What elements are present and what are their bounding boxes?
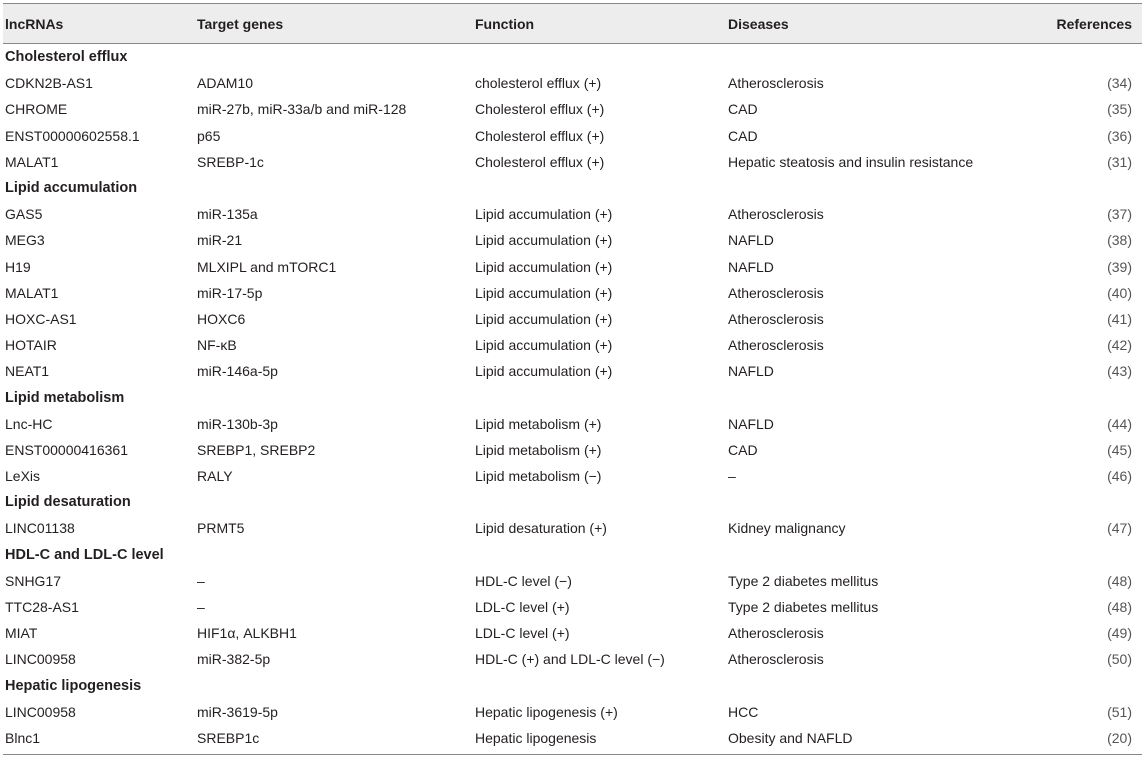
section-title: Lipid accumulation (5, 180, 138, 197)
diseases-cell: Obesity and NAFLD (728, 729, 853, 746)
target-genes-cell: HOXC6 (197, 310, 246, 327)
reference-cell: (46) (1107, 468, 1132, 485)
lncrna-cell: H19 (5, 258, 31, 275)
function-cell: Hepatic lipogenesis (475, 729, 597, 746)
function-cell: Cholesterol efflux (+) (475, 101, 605, 118)
reference-cell: (43) (1107, 363, 1132, 380)
diseases-cell: Atherosclerosis (728, 284, 824, 301)
target-genes-cell: SREBP-1c (197, 153, 264, 170)
target-genes-cell: NF-κB (197, 337, 237, 354)
diseases-cell: Type 2 diabetes mellitus (728, 599, 879, 616)
table-row (3, 149, 1142, 175)
lncrna-cell: MEG3 (5, 232, 45, 249)
target-genes-cell: MLXIPL and mTORC1 (197, 258, 337, 275)
table-row (3, 227, 1142, 253)
target-genes-cell: – (197, 572, 205, 589)
diseases-cell: Hepatic steatosis and insulin resistance (728, 153, 974, 170)
function-cell: Lipid metabolism (+) (475, 415, 602, 432)
target-genes-cell: HIF1α, ALKBH1 (197, 625, 297, 642)
target-genes-cell: ADAM10 (197, 75, 254, 92)
table-row (3, 280, 1142, 306)
diseases-cell: NAFLD (728, 415, 774, 432)
table-row (3, 96, 1142, 122)
section-heading-row (3, 673, 1142, 699)
lncrna-cell: Lnc-HC (5, 415, 53, 432)
function-cell: Lipid accumulation (+) (475, 310, 613, 327)
table-row (3, 620, 1142, 646)
lncrna-cell: SNHG17 (5, 572, 62, 589)
lncrna-cell: TTC28-AS1 (5, 599, 79, 616)
section-heading-row (3, 542, 1142, 568)
section-heading-row (3, 175, 1142, 201)
header-lncrnas: lncRNAs (5, 15, 64, 32)
reference-cell: (40) (1107, 284, 1132, 301)
table-row (3, 70, 1142, 96)
table-row (3, 358, 1142, 384)
lncrna-cell: NEAT1 (5, 363, 50, 380)
target-genes-cell: PRMT5 (197, 520, 245, 537)
reference-cell: (38) (1107, 232, 1132, 249)
header-function: Function (475, 15, 535, 32)
section-heading-row (3, 384, 1142, 410)
section-title: Hepatic lipogenesis (5, 677, 142, 694)
diseases-cell: NAFLD (728, 363, 774, 380)
function-cell: Lipid accumulation (+) (475, 232, 613, 249)
table-row (3, 437, 1142, 463)
lncrna-cell: MALAT1 (5, 153, 59, 170)
table-row (3, 463, 1142, 489)
diseases-cell: – (728, 468, 736, 485)
diseases-cell: Atherosclerosis (728, 625, 824, 642)
reference-cell: (50) (1107, 651, 1132, 668)
table-row (3, 332, 1142, 358)
reference-cell: (37) (1107, 206, 1132, 223)
reference-cell: (20) (1107, 729, 1132, 746)
section-heading-row (3, 489, 1142, 515)
function-cell: Lipid accumulation (+) (475, 284, 613, 301)
reference-cell: (44) (1107, 415, 1132, 432)
diseases-cell: CAD (728, 441, 758, 458)
target-genes-cell: miR-382-5p (197, 651, 271, 668)
lncrna-cell: CDKN2B-AS1 (5, 75, 93, 92)
lncrna-cell: Blnc1 (5, 729, 41, 746)
section-title: Lipid metabolism (5, 389, 125, 406)
function-cell: Lipid desaturation (+) (475, 520, 607, 537)
table-row (3, 646, 1142, 672)
header-diseases: Diseases (728, 15, 789, 32)
function-cell: Lipid accumulation (+) (475, 363, 613, 380)
diseases-cell: Kidney malignancy (728, 520, 846, 537)
target-genes-cell: miR-130b-3p (197, 415, 278, 432)
lncrna-table (3, 3, 1142, 755)
target-genes-cell: p65 (197, 127, 221, 144)
table-body (3, 44, 1142, 751)
reference-cell: (36) (1107, 127, 1132, 144)
target-genes-cell: miR-135a (197, 206, 258, 223)
function-cell: Lipid metabolism (−) (475, 468, 602, 485)
function-cell: Lipid metabolism (+) (475, 441, 602, 458)
section-title: Lipid desaturation (5, 494, 131, 511)
table-row (3, 201, 1142, 227)
target-genes-cell: SREBP1, SREBP2 (197, 441, 316, 458)
reference-cell: (34) (1107, 75, 1132, 92)
lncrna-cell: ENST00000602558.1 (5, 127, 140, 144)
function-cell: LDL-C level (+) (475, 599, 570, 616)
table-header (3, 3, 1142, 44)
reference-cell: (48) (1107, 572, 1132, 589)
target-genes-cell: RALY (197, 468, 233, 485)
header-target-genes: Target genes (197, 15, 284, 32)
diseases-cell: Atherosclerosis (728, 651, 824, 668)
diseases-cell: HCC (728, 703, 759, 720)
function-cell: Hepatic lipogenesis (+) (475, 703, 618, 720)
diseases-cell: NAFLD (728, 232, 774, 249)
function-cell: Cholesterol efflux (+) (475, 127, 605, 144)
function-cell: Lipid accumulation (+) (475, 337, 613, 354)
reference-cell: (45) (1107, 441, 1132, 458)
diseases-cell: Atherosclerosis (728, 75, 824, 92)
table-row (3, 725, 1142, 751)
function-cell: HDL-C level (−) (475, 572, 572, 589)
table-row (3, 411, 1142, 437)
table-row (3, 515, 1142, 541)
reference-cell: (51) (1107, 703, 1132, 720)
table-row (3, 594, 1142, 620)
lncrna-cell: LINC00958 (5, 703, 76, 720)
table-bottom-rule (3, 754, 1142, 755)
lncrna-cell: MIAT (5, 625, 38, 642)
function-cell: cholesterol efflux (+) (475, 75, 602, 92)
function-cell: HDL-C (+) and LDL-C level (−) (475, 651, 665, 668)
section-heading-row (3, 44, 1142, 70)
diseases-cell: Atherosclerosis (728, 310, 824, 327)
table-row (3, 568, 1142, 594)
reference-cell: (42) (1107, 337, 1132, 354)
function-cell: Lipid accumulation (+) (475, 258, 613, 275)
table-row (3, 699, 1142, 725)
target-genes-cell: miR-21 (197, 232, 243, 249)
target-genes-cell: miR-27b, miR-33a/b and miR-128 (197, 101, 407, 118)
diseases-cell: Atherosclerosis (728, 337, 824, 354)
target-genes-cell: miR-146a-5p (197, 363, 278, 380)
reference-cell: (31) (1107, 153, 1132, 170)
diseases-cell: CAD (728, 127, 758, 144)
lncrna-cell: CHROME (5, 101, 68, 118)
table-row (3, 254, 1142, 280)
lncrna-cell: ENST00000416361 (5, 441, 128, 458)
lncrna-cell: HOTAIR (5, 337, 57, 354)
lncrna-cell: MALAT1 (5, 284, 59, 301)
target-genes-cell: miR-3619-5p (197, 703, 278, 720)
table-row (3, 123, 1142, 149)
lncrna-cell: HOXC-AS1 (5, 310, 77, 327)
function-cell: LDL-C level (+) (475, 625, 570, 642)
diseases-cell: NAFLD (728, 258, 774, 275)
lncrna-cell: GAS5 (5, 206, 43, 223)
section-title: HDL-C and LDL-C level (5, 546, 164, 563)
reference-cell: (41) (1107, 310, 1132, 327)
function-cell: Lipid accumulation (+) (475, 206, 613, 223)
target-genes-cell: – (197, 599, 205, 616)
reference-cell: (39) (1107, 258, 1132, 275)
section-title: Cholesterol efflux (5, 49, 128, 66)
diseases-cell: Atherosclerosis (728, 206, 824, 223)
table-row (3, 306, 1142, 332)
reference-cell: (49) (1107, 625, 1132, 642)
lncrna-cell: LINC00958 (5, 651, 76, 668)
function-cell: Cholesterol efflux (+) (475, 153, 605, 170)
target-genes-cell: miR-17-5p (197, 284, 263, 301)
diseases-cell: Type 2 diabetes mellitus (728, 572, 879, 589)
lncrna-cell: LINC01138 (5, 520, 75, 537)
target-genes-cell: SREBP1c (197, 729, 260, 746)
lncrna-cell: LeXis (5, 468, 41, 485)
reference-cell: (48) (1107, 599, 1132, 616)
diseases-cell: CAD (728, 101, 758, 118)
reference-cell: (35) (1107, 101, 1132, 118)
reference-cell: (47) (1107, 520, 1132, 537)
header-references: References (1056, 15, 1132, 32)
